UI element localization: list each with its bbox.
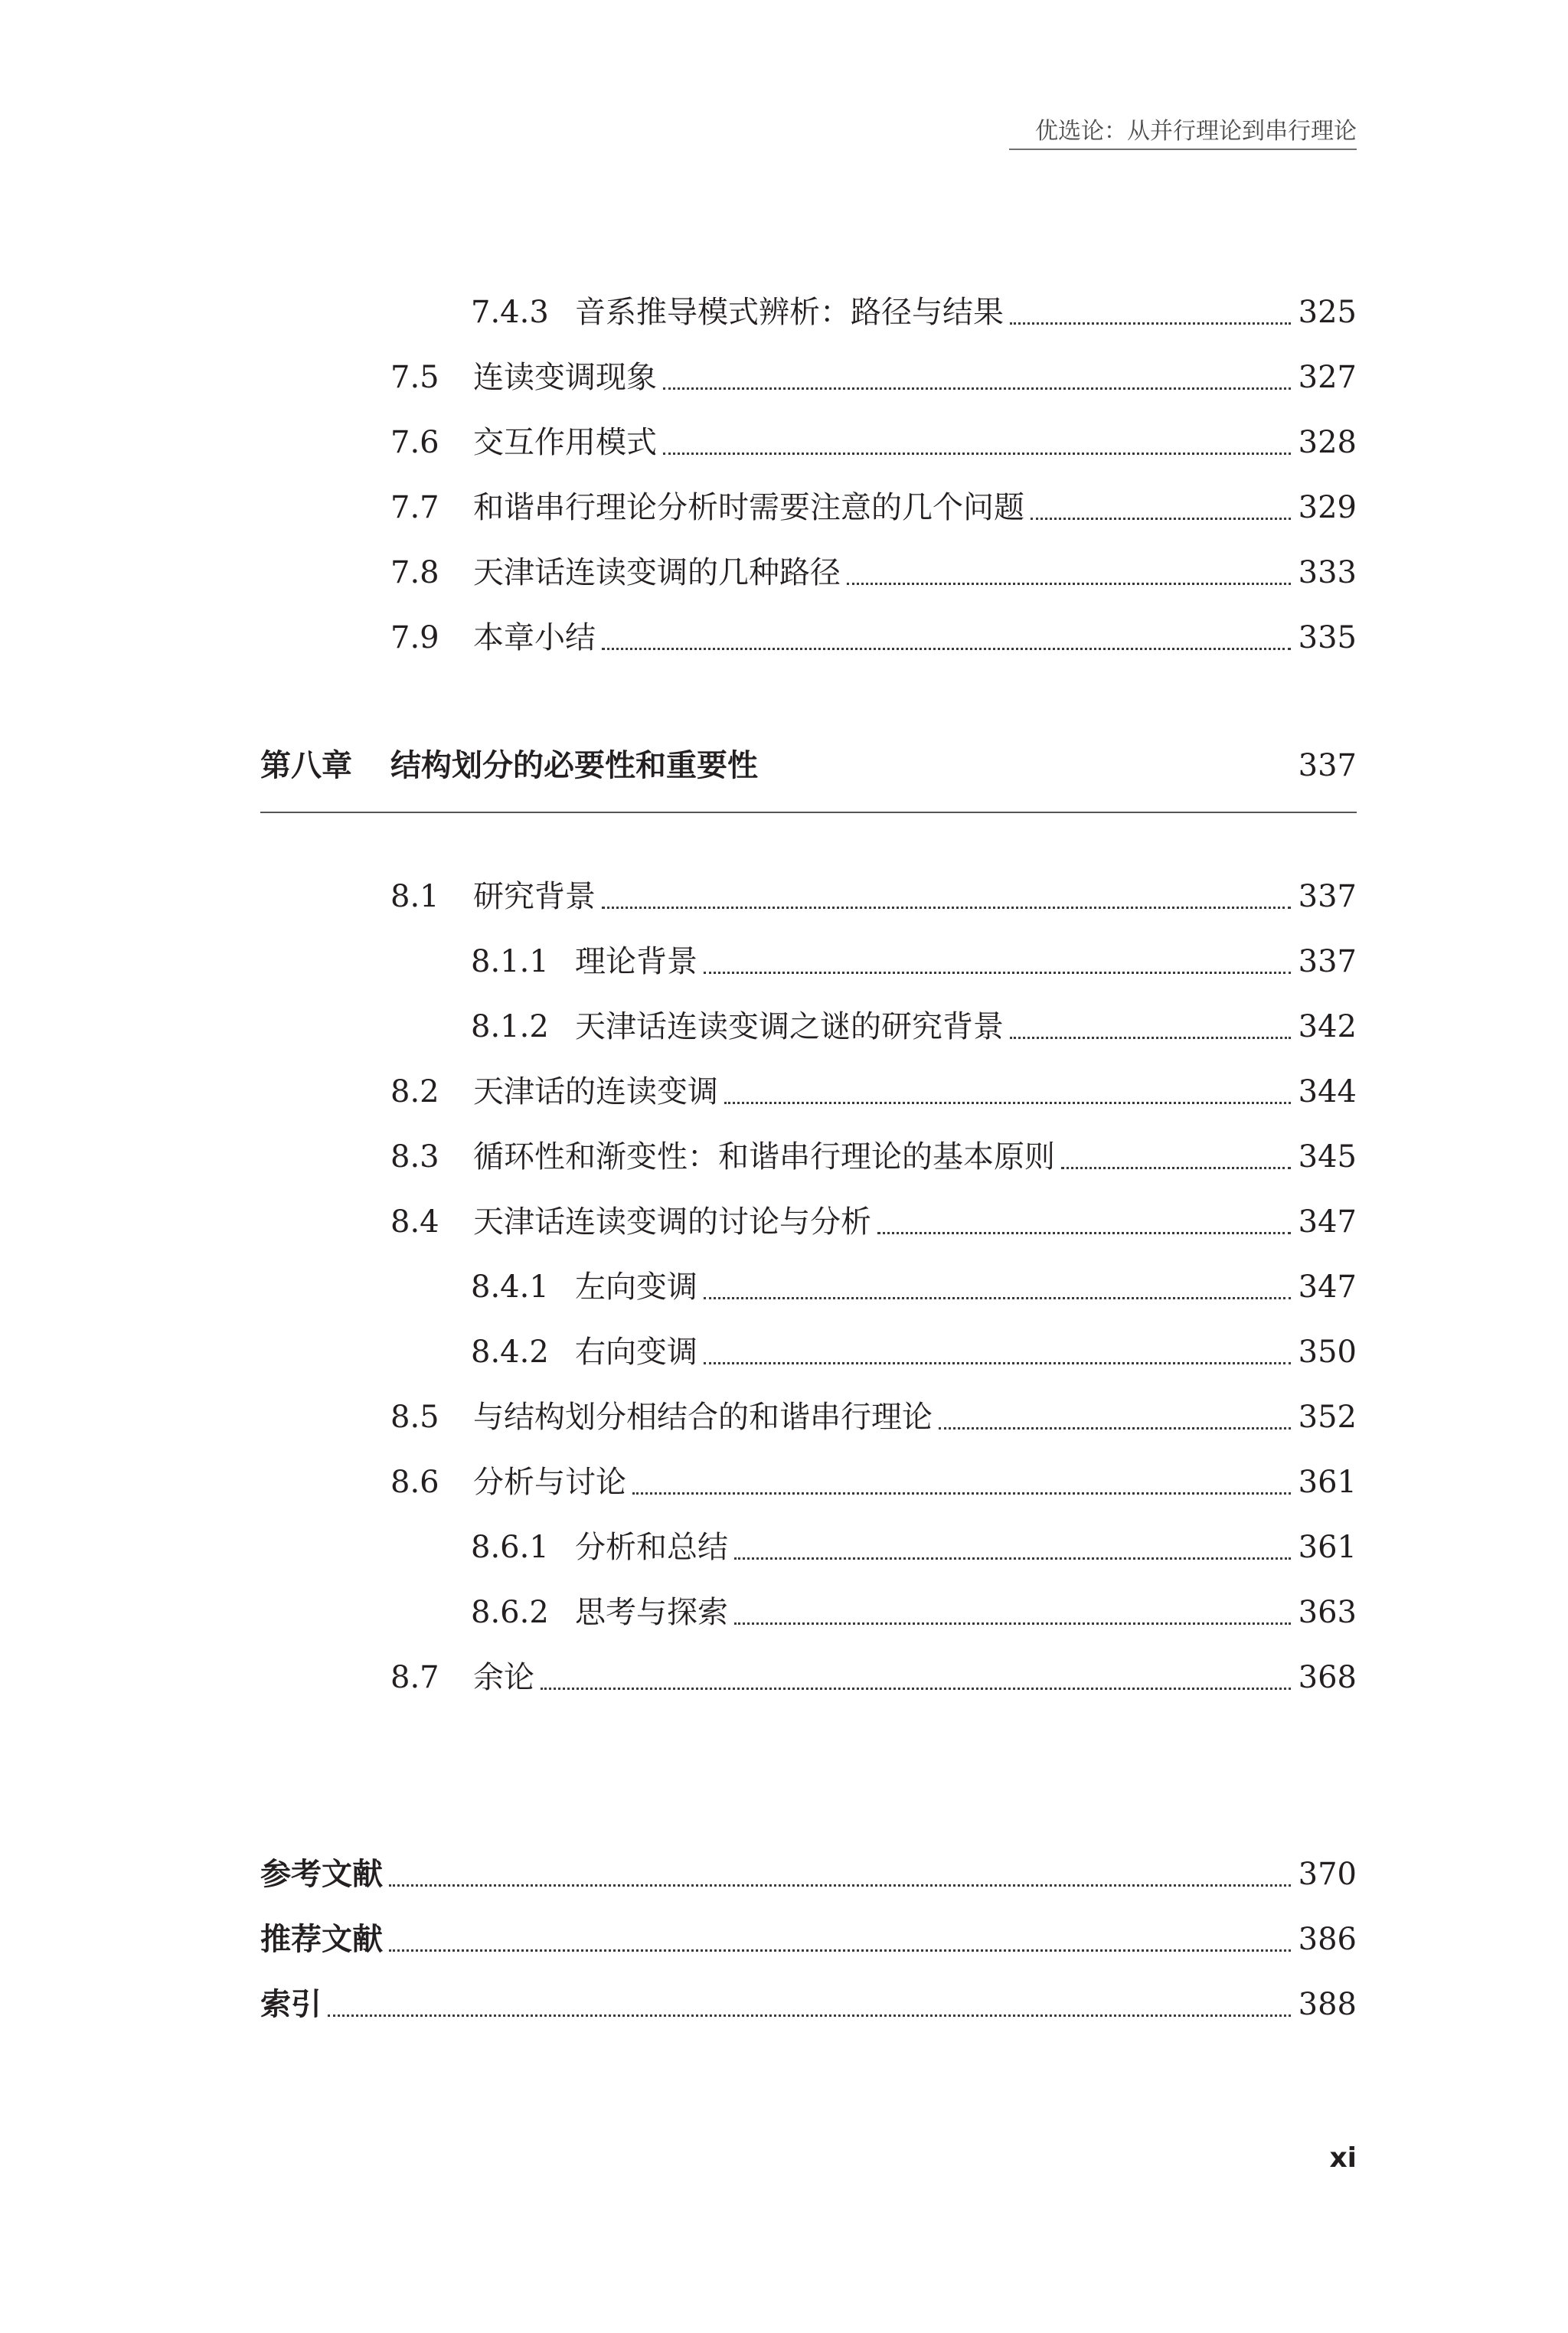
toc-entry-title: 天津话连读变调之谜的研究背景 xyxy=(575,1009,1004,1044)
toc-entry-8-7[interactable] xyxy=(390,1655,1357,1701)
dot-leader xyxy=(734,1622,1291,1625)
toc-entry-title: 与结构划分相结合的和谐串行理论 xyxy=(473,1400,933,1435)
toc-entry-8-4[interactable] xyxy=(390,1199,1357,1245)
toc-entry-8-6-1[interactable] xyxy=(471,1524,1357,1570)
toc-entry-7-5[interactable] xyxy=(390,355,1357,400)
running-head-rule xyxy=(1009,149,1357,150)
toc-entry-number: 7.5 xyxy=(390,360,439,395)
toc-entry-page: 337 xyxy=(1298,944,1357,979)
toc-entry-8-1-2[interactable] xyxy=(471,1004,1357,1050)
toc-entry-page: 352 xyxy=(1298,1400,1357,1435)
dot-leader xyxy=(877,1232,1291,1234)
dot-leader xyxy=(1010,322,1291,325)
running-head: 优选论：从并行理论到串行理论 xyxy=(1035,118,1357,145)
toc-entry-page: 370 xyxy=(1298,1857,1357,1892)
toc-entry-7-4-3[interactable] xyxy=(471,289,1357,335)
dot-leader xyxy=(704,1297,1291,1299)
dot-leader xyxy=(724,1102,1291,1104)
page-number: xi xyxy=(1329,2142,1357,2174)
toc-entry-title: 右向变调 xyxy=(575,1335,697,1370)
toc-entry-number: 8.1 xyxy=(390,879,439,914)
dot-leader xyxy=(328,2014,1291,2017)
toc-entry-number: 7.7 xyxy=(390,490,439,525)
toc-entry-8-5[interactable] xyxy=(390,1394,1357,1440)
toc-entry-page: 333 xyxy=(1298,555,1357,590)
dot-leader xyxy=(602,648,1291,650)
toc-entry-page: 329 xyxy=(1298,490,1357,525)
dot-leader xyxy=(939,1427,1291,1430)
chapter-title: 结构划分的必要性和重要性 xyxy=(390,748,758,783)
toc-entry-8-3[interactable] xyxy=(390,1134,1357,1180)
toc-entry-title: 音系推导模式辨析：路径与结果 xyxy=(575,295,1004,330)
toc-entry-8-1[interactable] xyxy=(390,874,1357,920)
toc-entry-page: 347 xyxy=(1298,1204,1357,1240)
toc-entry-number: 7.6 xyxy=(390,425,439,460)
toc-entry-page: 327 xyxy=(1298,360,1357,395)
dot-leader xyxy=(389,1949,1291,1952)
toc-entry-title: 余论 xyxy=(473,1660,534,1695)
toc-entry-title: 研究背景 xyxy=(473,879,596,914)
dot-leader xyxy=(704,1362,1291,1364)
toc-entry-title: 分析和总结 xyxy=(575,1530,728,1565)
toc-entry-page: 328 xyxy=(1298,425,1357,460)
toc-entry-number: 8.1.2 xyxy=(471,1009,549,1044)
toc-entry-references[interactable] xyxy=(260,1851,1357,1897)
toc-entry-number: 8.3 xyxy=(390,1139,439,1175)
toc-entry-number: 7.4.3 xyxy=(471,295,549,330)
toc-entry-title: 本章小结 xyxy=(473,620,596,655)
toc-entry-page: 388 xyxy=(1298,1987,1357,2022)
toc-entry-title: 思考与探索 xyxy=(575,1595,728,1630)
toc-entry-page: 325 xyxy=(1298,295,1357,330)
toc-entry-number: 8.6.1 xyxy=(471,1530,549,1565)
dot-leader xyxy=(1010,1037,1291,1039)
chapter-heading[interactable] xyxy=(260,743,1357,789)
toc-entry-page: 345 xyxy=(1298,1139,1357,1175)
toc-entry-number: 8.7 xyxy=(390,1660,439,1695)
dot-leader xyxy=(1031,518,1291,520)
toc-entry-8-6-2[interactable] xyxy=(471,1590,1357,1635)
toc-entry-number: 8.4 xyxy=(390,1204,439,1240)
toc-entry-7-9[interactable] xyxy=(390,615,1357,661)
dot-leader xyxy=(704,972,1291,974)
toc-entry-number: 8.2 xyxy=(390,1074,439,1109)
toc-entry-8-4-1[interactable] xyxy=(471,1264,1357,1310)
toc-entry-title: 连读变调现象 xyxy=(473,360,657,395)
toc-entry-page: 361 xyxy=(1298,1530,1357,1565)
toc-entry-7-7[interactable] xyxy=(390,485,1357,531)
dot-leader xyxy=(541,1688,1291,1690)
dot-leader xyxy=(663,453,1291,455)
toc-entry-title: 理论背景 xyxy=(575,944,697,979)
toc-entry-title: 交互作用模式 xyxy=(473,425,657,460)
toc-entry-title: 分析与讨论 xyxy=(473,1465,626,1500)
dot-leader xyxy=(389,1884,1291,1887)
toc-entry-title: 参考文献 xyxy=(260,1857,383,1892)
toc-entry-number: 8.1.1 xyxy=(471,944,549,979)
toc-entry-title: 天津话的连读变调 xyxy=(473,1074,718,1109)
dot-leader xyxy=(602,907,1291,909)
toc-entry-number: 8.5 xyxy=(390,1400,439,1435)
toc-entry-page: 344 xyxy=(1298,1074,1357,1109)
toc-entry-number: 8.4.1 xyxy=(471,1269,549,1305)
toc-entry-number: 7.9 xyxy=(390,620,439,655)
toc-entry-page: 363 xyxy=(1298,1595,1357,1630)
toc-entry-page: 337 xyxy=(1298,879,1357,914)
toc-entry-number: 8.6 xyxy=(390,1465,439,1500)
chapter-rule xyxy=(260,812,1357,813)
toc-entry-title: 循环性和渐变性：和谐串行理论的基本原则 xyxy=(473,1139,1055,1175)
toc-entry-recommended-reading[interactable] xyxy=(260,1916,1357,1962)
dot-leader xyxy=(847,583,1291,585)
toc-entry-number: 7.8 xyxy=(390,555,439,590)
chapter-label: 第八章 xyxy=(260,748,352,783)
toc-entry-title: 推荐文献 xyxy=(260,1922,383,1957)
toc-entry-title: 天津话连读变调的几种路径 xyxy=(473,555,841,590)
toc-entry-title: 左向变调 xyxy=(575,1269,697,1305)
toc-entry-8-4-2[interactable] xyxy=(471,1329,1357,1375)
toc-entry-page: 368 xyxy=(1298,1660,1357,1695)
toc-entry-page: 386 xyxy=(1298,1922,1357,1957)
toc-entry-8-2[interactable] xyxy=(390,1069,1357,1115)
toc-entry-8-1-1[interactable] xyxy=(471,939,1357,985)
toc-entry-page: 350 xyxy=(1298,1335,1357,1370)
toc-entry-page: 342 xyxy=(1298,1009,1357,1044)
toc-entry-8-6[interactable] xyxy=(390,1459,1357,1505)
toc-entry-7-8[interactable] xyxy=(390,550,1357,596)
toc-entry-number: 8.4.2 xyxy=(471,1335,549,1370)
toc-entry-page: 361 xyxy=(1298,1465,1357,1500)
toc-entry-number: 8.6.2 xyxy=(471,1595,549,1630)
dot-leader xyxy=(1061,1167,1291,1169)
dot-leader xyxy=(734,1557,1291,1560)
dot-leader xyxy=(632,1492,1291,1495)
toc-entry-7-6[interactable] xyxy=(390,420,1357,466)
toc-entry-page: 347 xyxy=(1298,1269,1357,1305)
toc-entry-index[interactable] xyxy=(260,1982,1357,2027)
toc-entry-page: 335 xyxy=(1298,620,1357,655)
dot-leader xyxy=(663,387,1291,390)
toc-entry-title: 天津话连读变调的讨论与分析 xyxy=(473,1204,871,1240)
toc-entry-title: 索引 xyxy=(260,1987,322,2022)
chapter-page: 337 xyxy=(1298,748,1357,783)
toc-entry-title: 和谐串行理论分析时需要注意的几个问题 xyxy=(473,490,1024,525)
